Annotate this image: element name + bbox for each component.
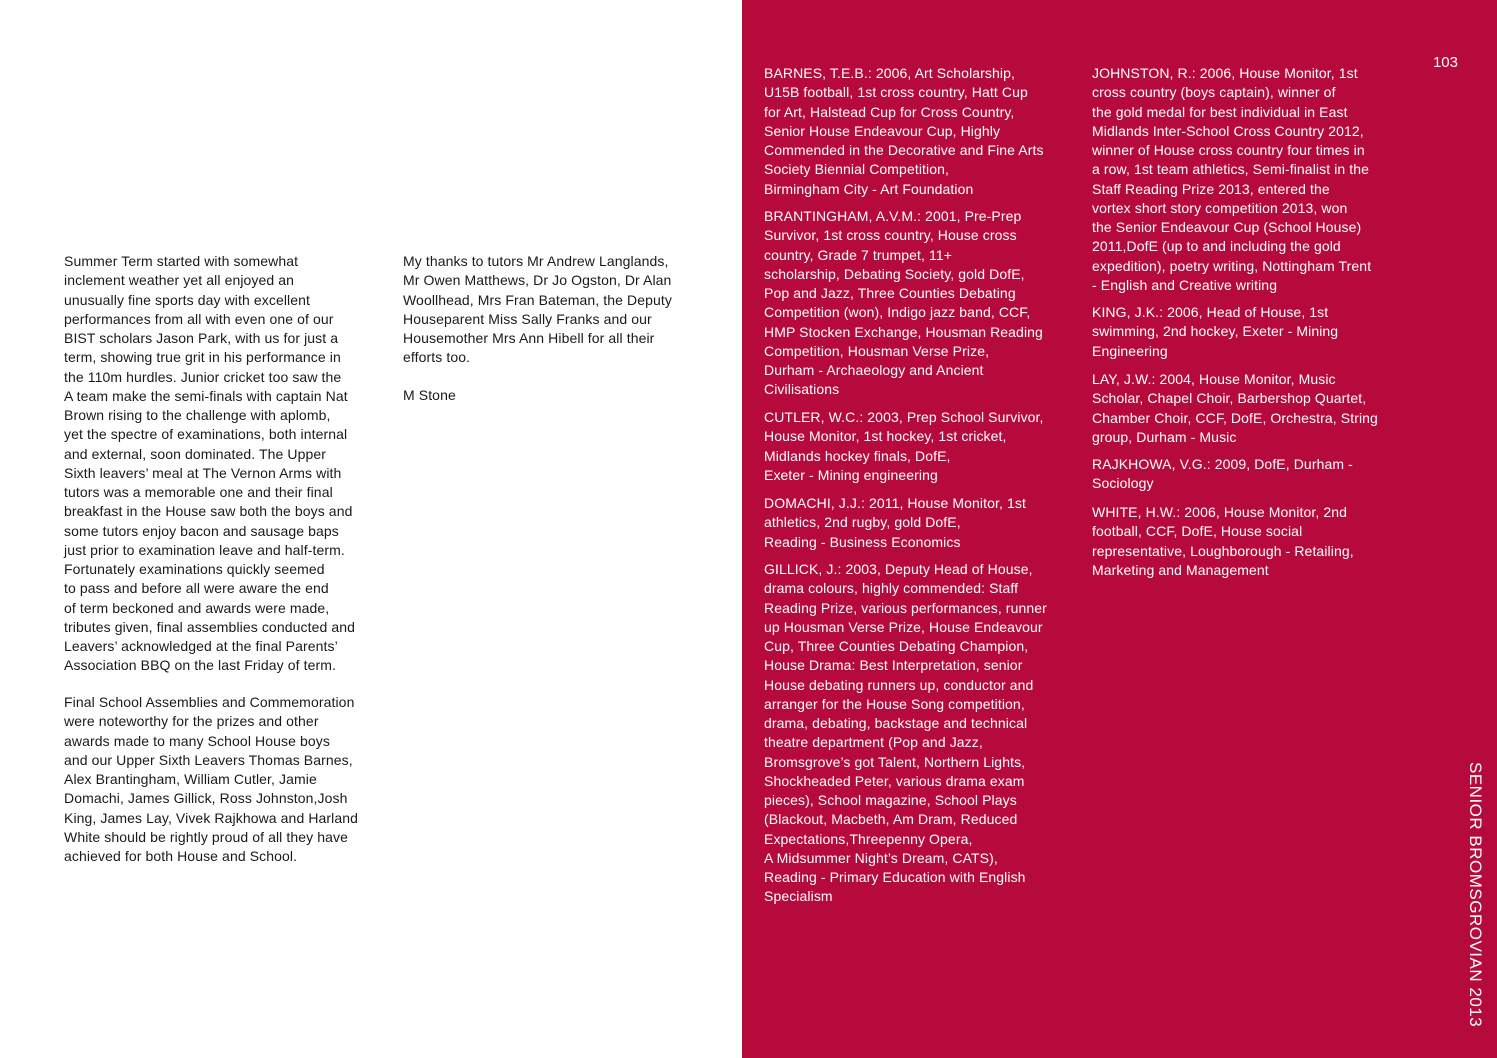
leaver-entry-barnes: BARNES, T.E.B.: 2006, Art Scholarship, U15B football, 1st cross country, Hatt Cup for Art, Halstead Cup for Cross Country, Senior House Endeavour Cup, Highly Commended in the Decorative and Fine Arts Society Biennial Competition, Birmingham City - Art Foundation: [764, 65, 1044, 197]
leaver-entry-domachi: DOMACHI, J.J.: 2011, House Monitor, 1st athletics, 2nd rugby, gold DofE, Reading - Business Economics: [764, 495, 1026, 550]
leaver-entry-rajkhowa: RAJKHOWA, V.G.: 2009, DofE, Durham - Sociology: [1092, 456, 1353, 492]
leaver-entry-cutler: CUTLER, W.C.: 2003, Prep School Survivor, House Monitor, 1st hockey, 1st cricket, Midlands hockey finals, DofE, Exeter - Mining engineering: [764, 409, 1044, 483]
assemblies-paragraph: Final School Assemblies and Commemoration were noteworthy for the prizes and other awards made to many School House boys and our Upper Sixth Leavers Thomas Barnes, Alex Brantingham, William Cutler, Jamie Domachi, James Gillick, Ross Johnston,Josh King, James Lay, Vivek Rajkhowa and Harland White should be rightly proud of all they have achieved for both House and School.: [64, 694, 359, 864]
left-page: [0, 0, 742, 1058]
leaver-entry-johnston: JOHNSTON, R.: 2006, House Monitor, 1st cross country (boys captain), winner of the gold medal for best individual in East Midlands Inter-School Cross Country 2012, winner of House cross country four times in a row, 1st team athletics, Semi-finalist in the Staff Reading Prize 2013, entered the vortex short story competition 2013, won the Senior Endeavour Cup (School House) 2011,DofE (up to and including the gold expedition), poetry writing, Nottingham Trent - English and Creative writing: [1092, 65, 1372, 293]
leaver-entry-king: KING, J.K.: 2006, Head of House, 1st swimming, 2nd hockey, Exeter - Mining Engineering: [1092, 304, 1339, 359]
author-signature: M Stone: [403, 387, 456, 403]
leaver-entry-gillick: GILLICK, J.: 2003, Deputy Head of House, drama colours, highly commended: Staff Reading Prize, various performances, runner up Housman Verse Prize, House Endeavour Cup, Three Counties Debating Champion, House Drama: Best Interpretation, senior House debating runners up, conductor and arranger for the House Song competition, drama, debating, backstage and technical theatre department (Pop and Jazz, Bromsgrove’s got Talent, Northern Lights, Shockheaded Peter, various drama exam pieces), School magazine, School Plays (Blackout, Macbeth, Am Dram, Reduced Expectations,Threepenny Opera, A Midsummer Night’s Dream, CATS), Reading - Primary Education with English Specialism: [764, 561, 1047, 905]
leaver-entry-white: WHITE, H.W.: 2006, House Monitor, 2nd football, CCF, DofE, House social representative, Loughborough - Retailing, Marketing and Management: [1092, 504, 1354, 578]
leaver-entry-brantingham: BRANTINGHAM, A.V.M.: 2001, Pre-Prep Survivor, 1st cross country, House cross country, Grade 7 trumpet, 11+ scholarship, Debating Society, gold DofE, Pop and Jazz, Three Counties Debating Competition (won), Indigo jazz band, CCF, HMP Stocken Exchange, Housman Reading Competition, Housman Verse Prize, Durham - Archaeology and Ancient Civilisations: [764, 208, 1043, 398]
summer-term-paragraph: Summer Term started with somewhat inclement weather yet all enjoyed an unusually fine sports day with excellent performances from all with even one of our BIST scholars Jason Park, with us for just a term, showing true grit in his performance in the 110m hurdles. Junior cricket too saw the A team make the semi-finals with captain Nat Brown rising to the challenge with aplomb, yet the spectre of examinations, both internal and external, soon dominated. The Upper Sixth leavers’ meal at The Vernon Arms with tutors was a memorable one and their final breakfast in the House saw both the boys and some tutors enjoy bacon and sausage baps just prior to examination leave and half-term. Fortunately examinations quickly seemed to pass and before all were aware the end of term beckoned and awards were made, tributes given, final assemblies conducted and Leavers’ acknowledged at the final Parents’ Association BBQ on the last Friday of term.: [64, 253, 355, 674]
thanks-paragraph: My thanks to tutors Mr Andrew Langlands, Mr Owen Matthews, Dr Jo Ogston, Dr Alan Woollhead, Mrs Fran Bateman, the Deputy Houseparent Miss Sally Franks and our Housemother Mrs Ann Hibell for all their efforts too.: [403, 253, 672, 366]
leaver-entry-lay: LAY, J.W.: 2004, House Monitor, Music Scholar, Chapel Choir, Barbershop Quartet, Chamber Choir, CCF, DofE, Orchestra, String group, Durham - Music: [1092, 371, 1378, 445]
page-number: 103: [1432, 54, 1458, 71]
right-page: [742, 0, 1497, 1058]
running-title: SENIOR BROMSGROVIAN 2013: [1466, 762, 1485, 1028]
